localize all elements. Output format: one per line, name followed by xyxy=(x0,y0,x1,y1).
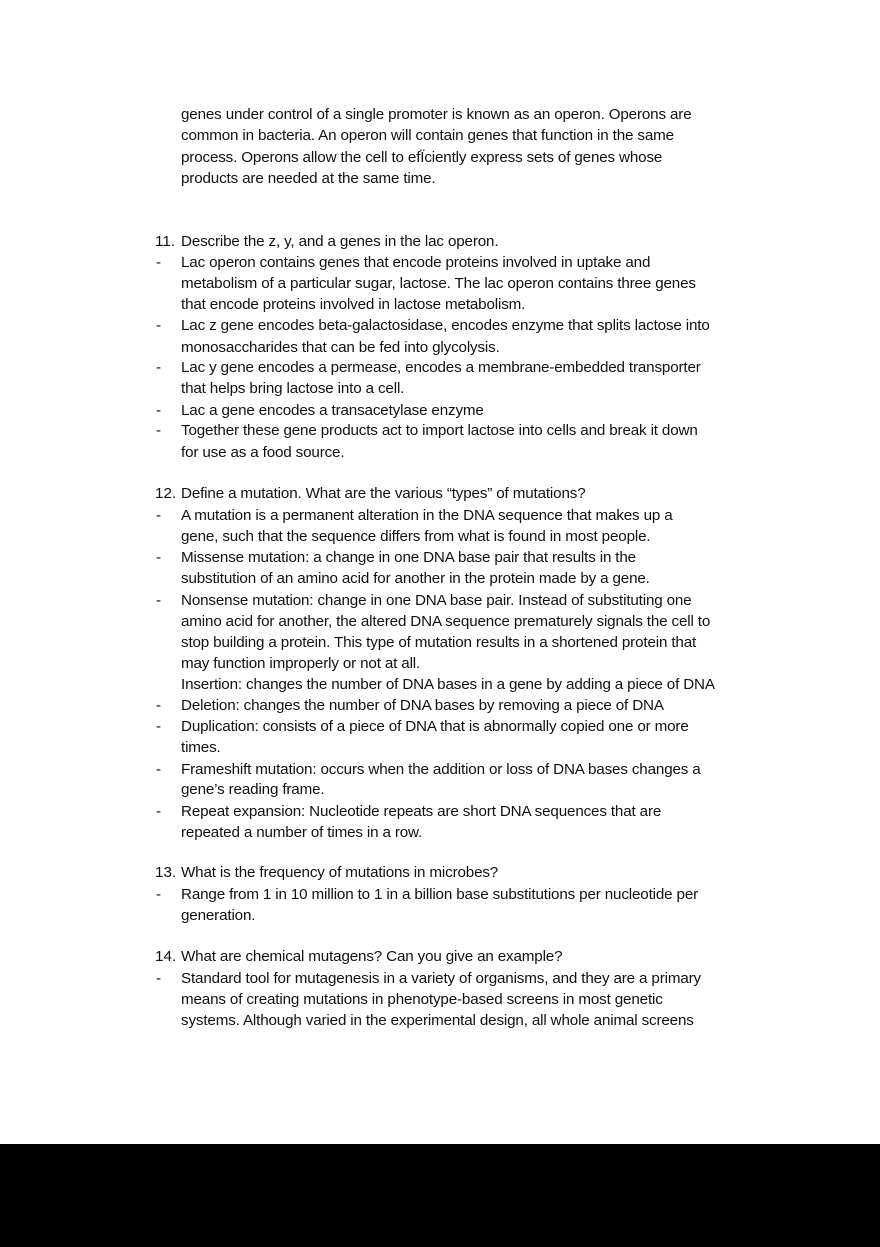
answer-line: Frameshift mutation: occurs when the addition or loss of DNA bases changes a xyxy=(181,761,701,778)
question-text: What is the frequency of mutations in microbes? xyxy=(181,864,499,881)
bullet-dash: - xyxy=(156,549,162,566)
intro-line: common in bacteria. An operon will contain genes that function in the same xyxy=(181,127,674,144)
answer-line: metabolism of a particular sugar, lactose. The lac operon contains three genes xyxy=(181,275,696,292)
answer-line: substitution of an amino acid for another in the protein made by a gene. xyxy=(181,570,650,587)
bullet-dash: - xyxy=(156,886,162,903)
answer-line: gene, such that the sequence differs from what is found in most people. xyxy=(181,528,651,545)
question-text: Describe the z, y, and a genes in the lac operon. xyxy=(181,233,499,250)
bullet-dash: - xyxy=(156,697,162,714)
bullet-dash: - xyxy=(156,803,162,820)
question-number: 11. xyxy=(155,233,175,250)
answer-line: Duplication: consists of a piece of DNA that is abnormally copied one or more xyxy=(181,718,689,735)
answer-line: Insertion: changes the number of DNA bases in a gene by adding a piece of DNA xyxy=(181,676,715,693)
answer-line: Nonsense mutation: change in one DNA base pair. Instead of substituting one xyxy=(181,592,692,609)
bullet-dash: - xyxy=(156,507,162,524)
bullet-dash: - xyxy=(156,402,162,419)
answer-line: A mutation is a permanent alteration in the DNA sequence that makes up a xyxy=(181,507,673,524)
answer-line: stop building a protein. This type of mutation results in a shortened protein that xyxy=(181,634,697,651)
answer-line: Together these gene products act to import lactose into cells and break it down xyxy=(181,422,698,439)
bullet-dash: - xyxy=(156,970,162,987)
viewer-bottom-bar xyxy=(0,1144,880,1247)
question-text: What are chemical mutagens? Can you give an example? xyxy=(181,948,563,965)
answer-line: may function improperly or not at all. xyxy=(181,655,421,672)
answer-line: systems. Although varied in the experimental design, all whole animal screens xyxy=(181,1012,694,1029)
bullet-dash: - xyxy=(156,359,162,376)
question-number: 12. xyxy=(155,485,177,502)
answer-line: Standard tool for mutagenesis in a variety of organisms, and they are a primary xyxy=(181,970,701,987)
bullet-dash: - xyxy=(156,718,162,735)
question-text: Define a mutation. What are the various “types” of mutations? xyxy=(181,485,586,502)
question-number: 13. xyxy=(155,864,177,881)
answer-line: that encode proteins involved in lactose metabolism. xyxy=(181,296,526,313)
answer-line: repeated a number of times in a row. xyxy=(181,824,423,841)
answer-line: amino acid for another, the altered DNA sequence prematurely signals the cell to xyxy=(181,613,711,630)
bullet-dash: - xyxy=(156,422,162,439)
bullet-dash: - xyxy=(156,317,162,334)
answer-line: generation. xyxy=(181,907,256,924)
answer-line: times. xyxy=(181,739,221,756)
answer-line: for use as a food source. xyxy=(181,444,345,461)
answer-line: Deletion: changes the number of DNA bases by removing a piece of DNA xyxy=(181,697,664,714)
question-number: 14. xyxy=(155,948,177,965)
answer-line: Range from 1 in 10 million to 1 in a billion base substitutions per nucleotide per xyxy=(181,886,699,903)
answer-line: Repeat expansion: Nucleotide repeats are short DNA sequences that are xyxy=(181,803,662,820)
answer-line: Lac operon contains genes that encode proteins involved in uptake and xyxy=(181,254,651,271)
intro-line: genes under control of a single promoter is known as an operon. Operons are xyxy=(181,106,692,123)
bullet-dash: - xyxy=(156,592,162,609)
answer-line: Lac z gene encodes beta-galactosidase, encodes enzyme that splits lactose into xyxy=(181,317,710,334)
answer-line: Lac y gene encodes a permease, encodes a membrane-embedded transporter xyxy=(181,359,701,376)
answer-line: means of creating mutations in phenotype-based screens in most genetic xyxy=(181,991,663,1008)
bullet-dash: - xyxy=(156,254,162,271)
answer-line: gene’s reading frame. xyxy=(181,781,325,798)
answer-line: monosaccharides that can be fed into glycolysis. xyxy=(181,339,500,356)
answer-line: Missense mutation: a change in one DNA base pair that results in the xyxy=(181,549,636,566)
answer-line: Lac a gene encodes a transacetylase enzyme xyxy=(181,402,484,419)
answer-line: that helps bring lactose into a cell. xyxy=(181,380,405,397)
intro-line: products are needed at the same time. xyxy=(181,170,436,187)
intro-line: process. Operons allow the cell to efÏciently express sets of genes whose xyxy=(181,149,663,166)
bullet-dash: - xyxy=(156,761,162,778)
